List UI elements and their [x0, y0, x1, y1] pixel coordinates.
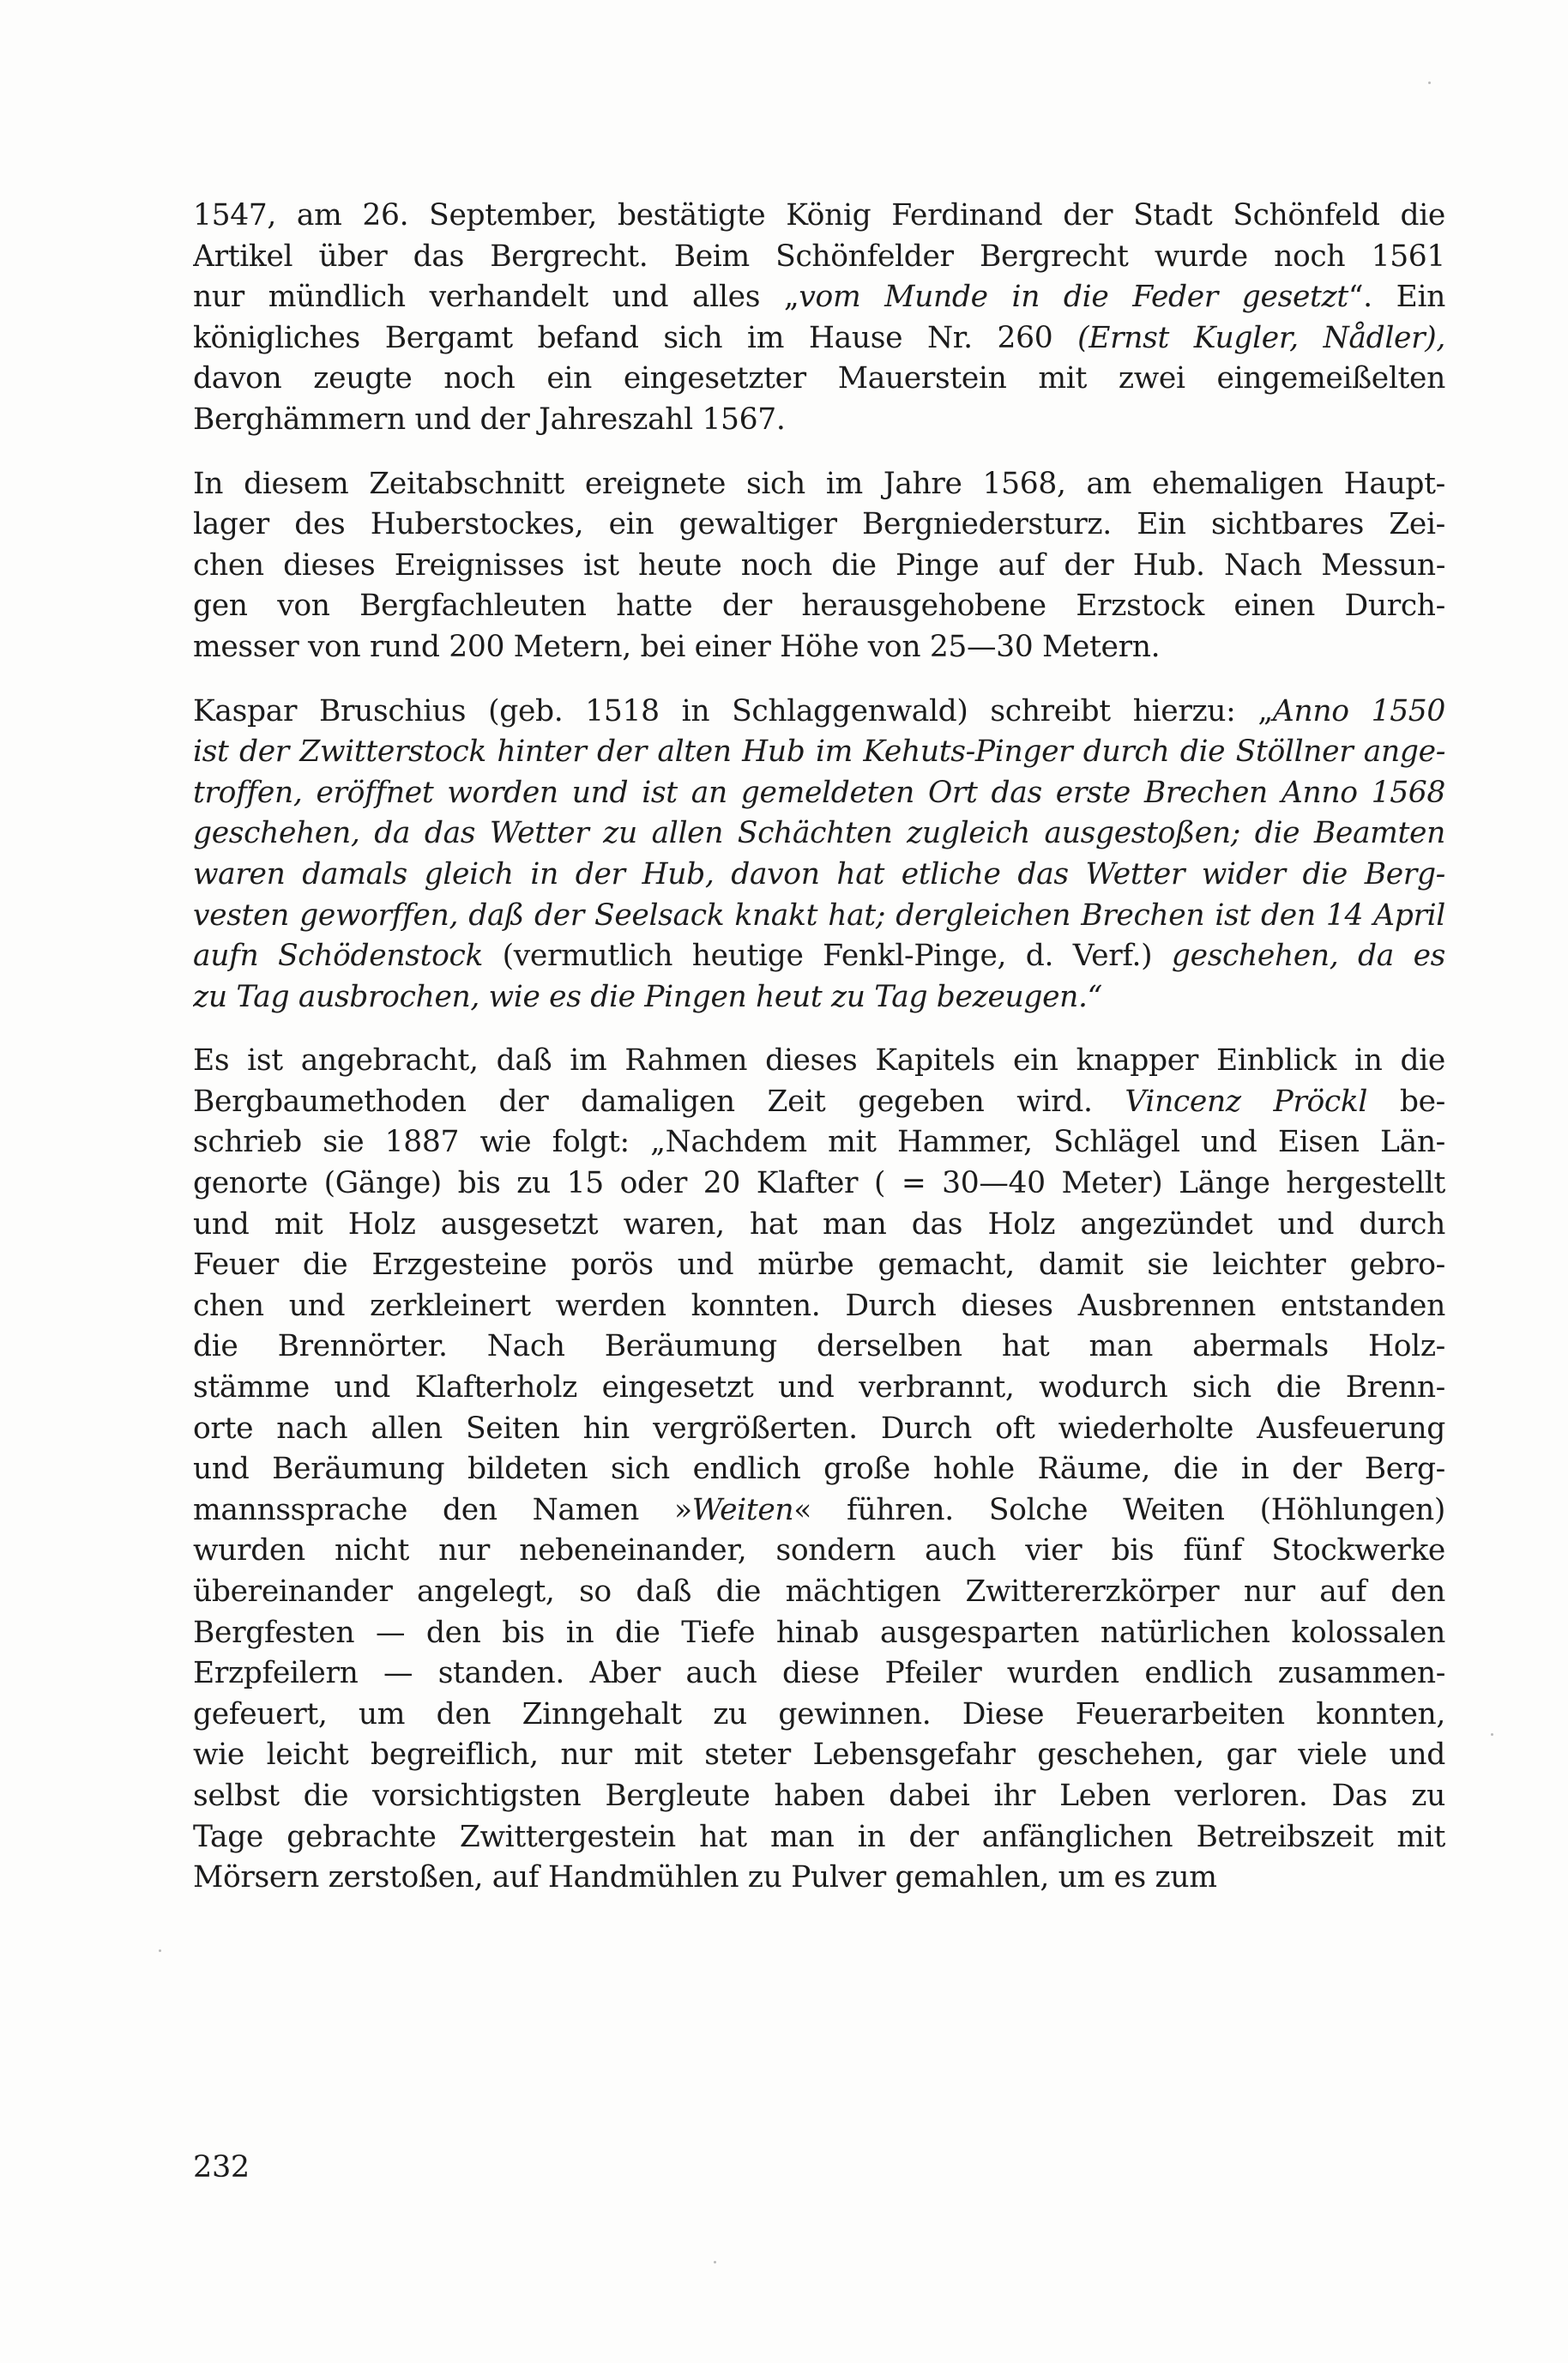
text-line — [193, 464, 1445, 505]
text-line — [193, 1776, 1445, 1817]
text-line — [193, 1490, 1445, 1532]
text-line — [193, 546, 1445, 587]
text-line — [193, 977, 1445, 1018]
paper-speck — [1491, 1733, 1493, 1736]
text-run: nur mündlich verhandelt und alles „ — [193, 280, 799, 315]
text-run: Tage gebrachte Zwittergestein hat man in der anfänglichen Betreibszeit mit — [193, 1819, 1445, 1854]
text-line — [193, 627, 1445, 668]
text-line — [193, 586, 1445, 627]
text-run: Erzpfeilern — standen. Aber auch diese Pfeiler wurden endlich zusammen- — [193, 1656, 1445, 1691]
text-run: Mörsern zerstoßen, auf Handmühlen zu Pulver gemahlen, um es zum — [193, 1860, 1217, 1895]
text-run: gefeuert, um den Zinngehalt zu gewinnen. Diese Feuerarbeiten konnten, — [193, 1696, 1445, 1731]
text-line — [193, 1858, 1445, 1899]
text-run: gen von Bergfachleuten hatte der herausgehobene Erzstock einen Durch- — [193, 589, 1445, 624]
text-run: Berghämmern und der Jahreszahl 1567. — [193, 402, 786, 437]
text-line — [193, 1286, 1445, 1327]
text-line — [193, 359, 1445, 400]
text-run: In diesem Zeitabschnitt ereignete sich im Jahre 1568, am ehemaligen Haupt- — [193, 466, 1445, 501]
text-line — [193, 773, 1445, 814]
text-run: davon zeugte noch ein eingesetzter Mauerstein mit zwei eingemeißelten — [193, 361, 1445, 396]
text-line — [193, 1653, 1445, 1695]
text-line — [193, 1122, 1445, 1163]
text-line — [193, 1613, 1445, 1654]
italic-run: (Ernst Kugler, Nådler), — [1077, 320, 1445, 355]
text-run: und Beräumung bildeten sich endlich große hohle Räume, die in der Berg- — [193, 1452, 1445, 1487]
text-line — [193, 318, 1445, 360]
text-run: übereinander angelegt, so daß die mächtigen Zwittererzkörper nur auf den — [193, 1574, 1445, 1609]
text-run: genorte (Gänge) bis zu 15 oder 20 Klafter ( = 30—40 Meter) Länge hergestellt — [193, 1166, 1445, 1201]
italic-run: vom Munde in die Feder gesetzt — [799, 280, 1348, 315]
italic-run: troffen, eröffnet worden und ist an gemeldeten Ort das erste Brechen Anno 1568 — [193, 775, 1445, 810]
italic-run: geschehen, da es — [1171, 939, 1445, 974]
text-line — [193, 1817, 1445, 1858]
text-line — [193, 1368, 1445, 1409]
text-run: chen und zerkleinert werden konnten. Durch dieses Ausbrennen entstanden — [193, 1288, 1445, 1323]
paragraph — [193, 464, 1445, 668]
italic-run: zu Tag ausbrochen, wie es die Pingen heut zu Tag bezeugen.“ — [193, 979, 1102, 1014]
text-line — [193, 1245, 1445, 1286]
text-run: Artikel über das Bergrecht. Beim Schönfelder Bergrecht wurde noch 1561 — [193, 239, 1445, 274]
text-run: messer von rund 200 Metern, bei einer Höhe von 25—30 Metern. — [193, 629, 1161, 664]
italic-run: vesten geworffen, daß der Seelsack knakt hat; dergleichen Brechen ist den 14 April — [193, 897, 1445, 933]
paper-speck — [1428, 82, 1431, 84]
text-line — [193, 1163, 1445, 1205]
text-run: Bergfesten — den bis in die Tiefe hinab ausgesparten natürlichen kolossalen — [193, 1615, 1445, 1650]
text-line — [193, 813, 1445, 855]
page-number: 232 — [193, 2150, 250, 2185]
text-run: Es ist angebracht, daß im Rahmen dieses Kapitels ein knapper Einblick in die — [193, 1043, 1445, 1079]
text-line — [193, 1041, 1445, 1082]
italic-run: Weiten — [691, 1492, 794, 1527]
text-line — [193, 936, 1445, 977]
text-line — [193, 692, 1445, 733]
italic-run: Vincenz Pröckl — [1125, 1084, 1368, 1119]
text-run: 1547, am 26. September, bestätigte König Ferdinand der Stadt Schönfeld die — [193, 198, 1445, 233]
text-run: königliches Bergamt befand sich im Hause Nr. 260 — [193, 320, 1078, 355]
text-line — [193, 855, 1445, 896]
text-line — [193, 1531, 1445, 1572]
italic-run: aufn Schödenstock — [193, 939, 484, 974]
text-line — [193, 196, 1445, 237]
paper-speck — [159, 1949, 161, 1952]
text-run: be- — [1367, 1084, 1445, 1119]
text-run: « führen. Solche Weiten (Höhlungen) — [793, 1492, 1445, 1527]
text-run: wurden nicht nur nebeneinander, sondern auch vier bis fünf Stockwerke — [193, 1533, 1445, 1568]
text-line — [193, 1572, 1445, 1613]
text-run: wie leicht begreiflich, nur mit steter Lebensgefahr geschehen, gar viele und — [193, 1738, 1445, 1773]
text-line — [193, 896, 1445, 937]
text-line — [193, 1449, 1445, 1490]
paragraph — [193, 692, 1445, 1018]
text-line — [193, 1327, 1445, 1368]
text-run: lager des Huberstockes, ein gewaltiger Bergniedersturz. Ein sichtbares Zei- — [193, 507, 1445, 542]
text-line — [193, 1205, 1445, 1246]
text-line — [193, 277, 1445, 318]
text-line — [193, 732, 1445, 773]
italic-run: Anno 1550 — [1272, 693, 1445, 728]
text-line — [193, 400, 1445, 441]
text-run: mannssprache den Namen » — [193, 1492, 692, 1527]
text-run: schrieb sie 1887 wie folgt: „Nachdem mit Hammer, Schlägel und Eisen Län- — [193, 1125, 1445, 1160]
italic-run: waren damals gleich in der Hub, davon hat etliche das Wetter wider die Berg- — [193, 856, 1445, 891]
body-text — [193, 196, 1445, 1899]
text-run: chen dieses Ereignisses ist heute noch die Pinge auf der Hub. Nach Messun- — [193, 547, 1445, 583]
text-line — [193, 237, 1445, 278]
text-line — [193, 1735, 1445, 1776]
text-line — [193, 1082, 1445, 1123]
text-run: “. Ein — [1348, 280, 1445, 315]
paper-speck — [714, 2261, 716, 2263]
text-run: selbst die vorsichtigsten Bergleute haben dabei ihr Leben verloren. Das zu — [193, 1778, 1445, 1813]
text-line — [193, 1695, 1445, 1736]
text-run: (vermutlich heutige Fenkl-Pinge, d. Verf.) — [483, 939, 1172, 974]
italic-run: ist der Zwitterstock hinter der alten Hub im Kehuts-Pinger durch die Stöllner ange- — [193, 734, 1445, 770]
italic-run: geschehen, da das Wetter zu allen Schächten zugleich ausgestoßen; die Beamten — [193, 816, 1445, 851]
text-run: Feuer die Erzgesteine porös und mürbe gemacht, damit sie leichter gebro- — [193, 1248, 1445, 1283]
text-line — [193, 505, 1445, 546]
paragraph — [193, 1041, 1445, 1898]
text-run: Bergbaumethoden der damaligen Zeit gegeben wird. — [193, 1084, 1125, 1119]
text-run: die Brennörter. Nach Beräumung derselben hat man abermals Holz- — [193, 1329, 1445, 1364]
text-run: und mit Holz ausgesetzt waren, hat man das Holz angezündet und durch — [193, 1206, 1445, 1242]
paragraph — [193, 196, 1445, 441]
text-line — [193, 1409, 1445, 1450]
text-run: Kaspar Bruschius (geb. 1518 in Schlaggenwald) schreibt hierzu: „ — [193, 693, 1273, 728]
text-run: orte nach allen Seiten hin vergrößerten. Durch oft wiederholte Ausfeuerung — [193, 1411, 1445, 1446]
text-run: stämme und Klafterholz eingesetzt und verbrannt, wodurch sich die Brenn- — [193, 1370, 1445, 1405]
